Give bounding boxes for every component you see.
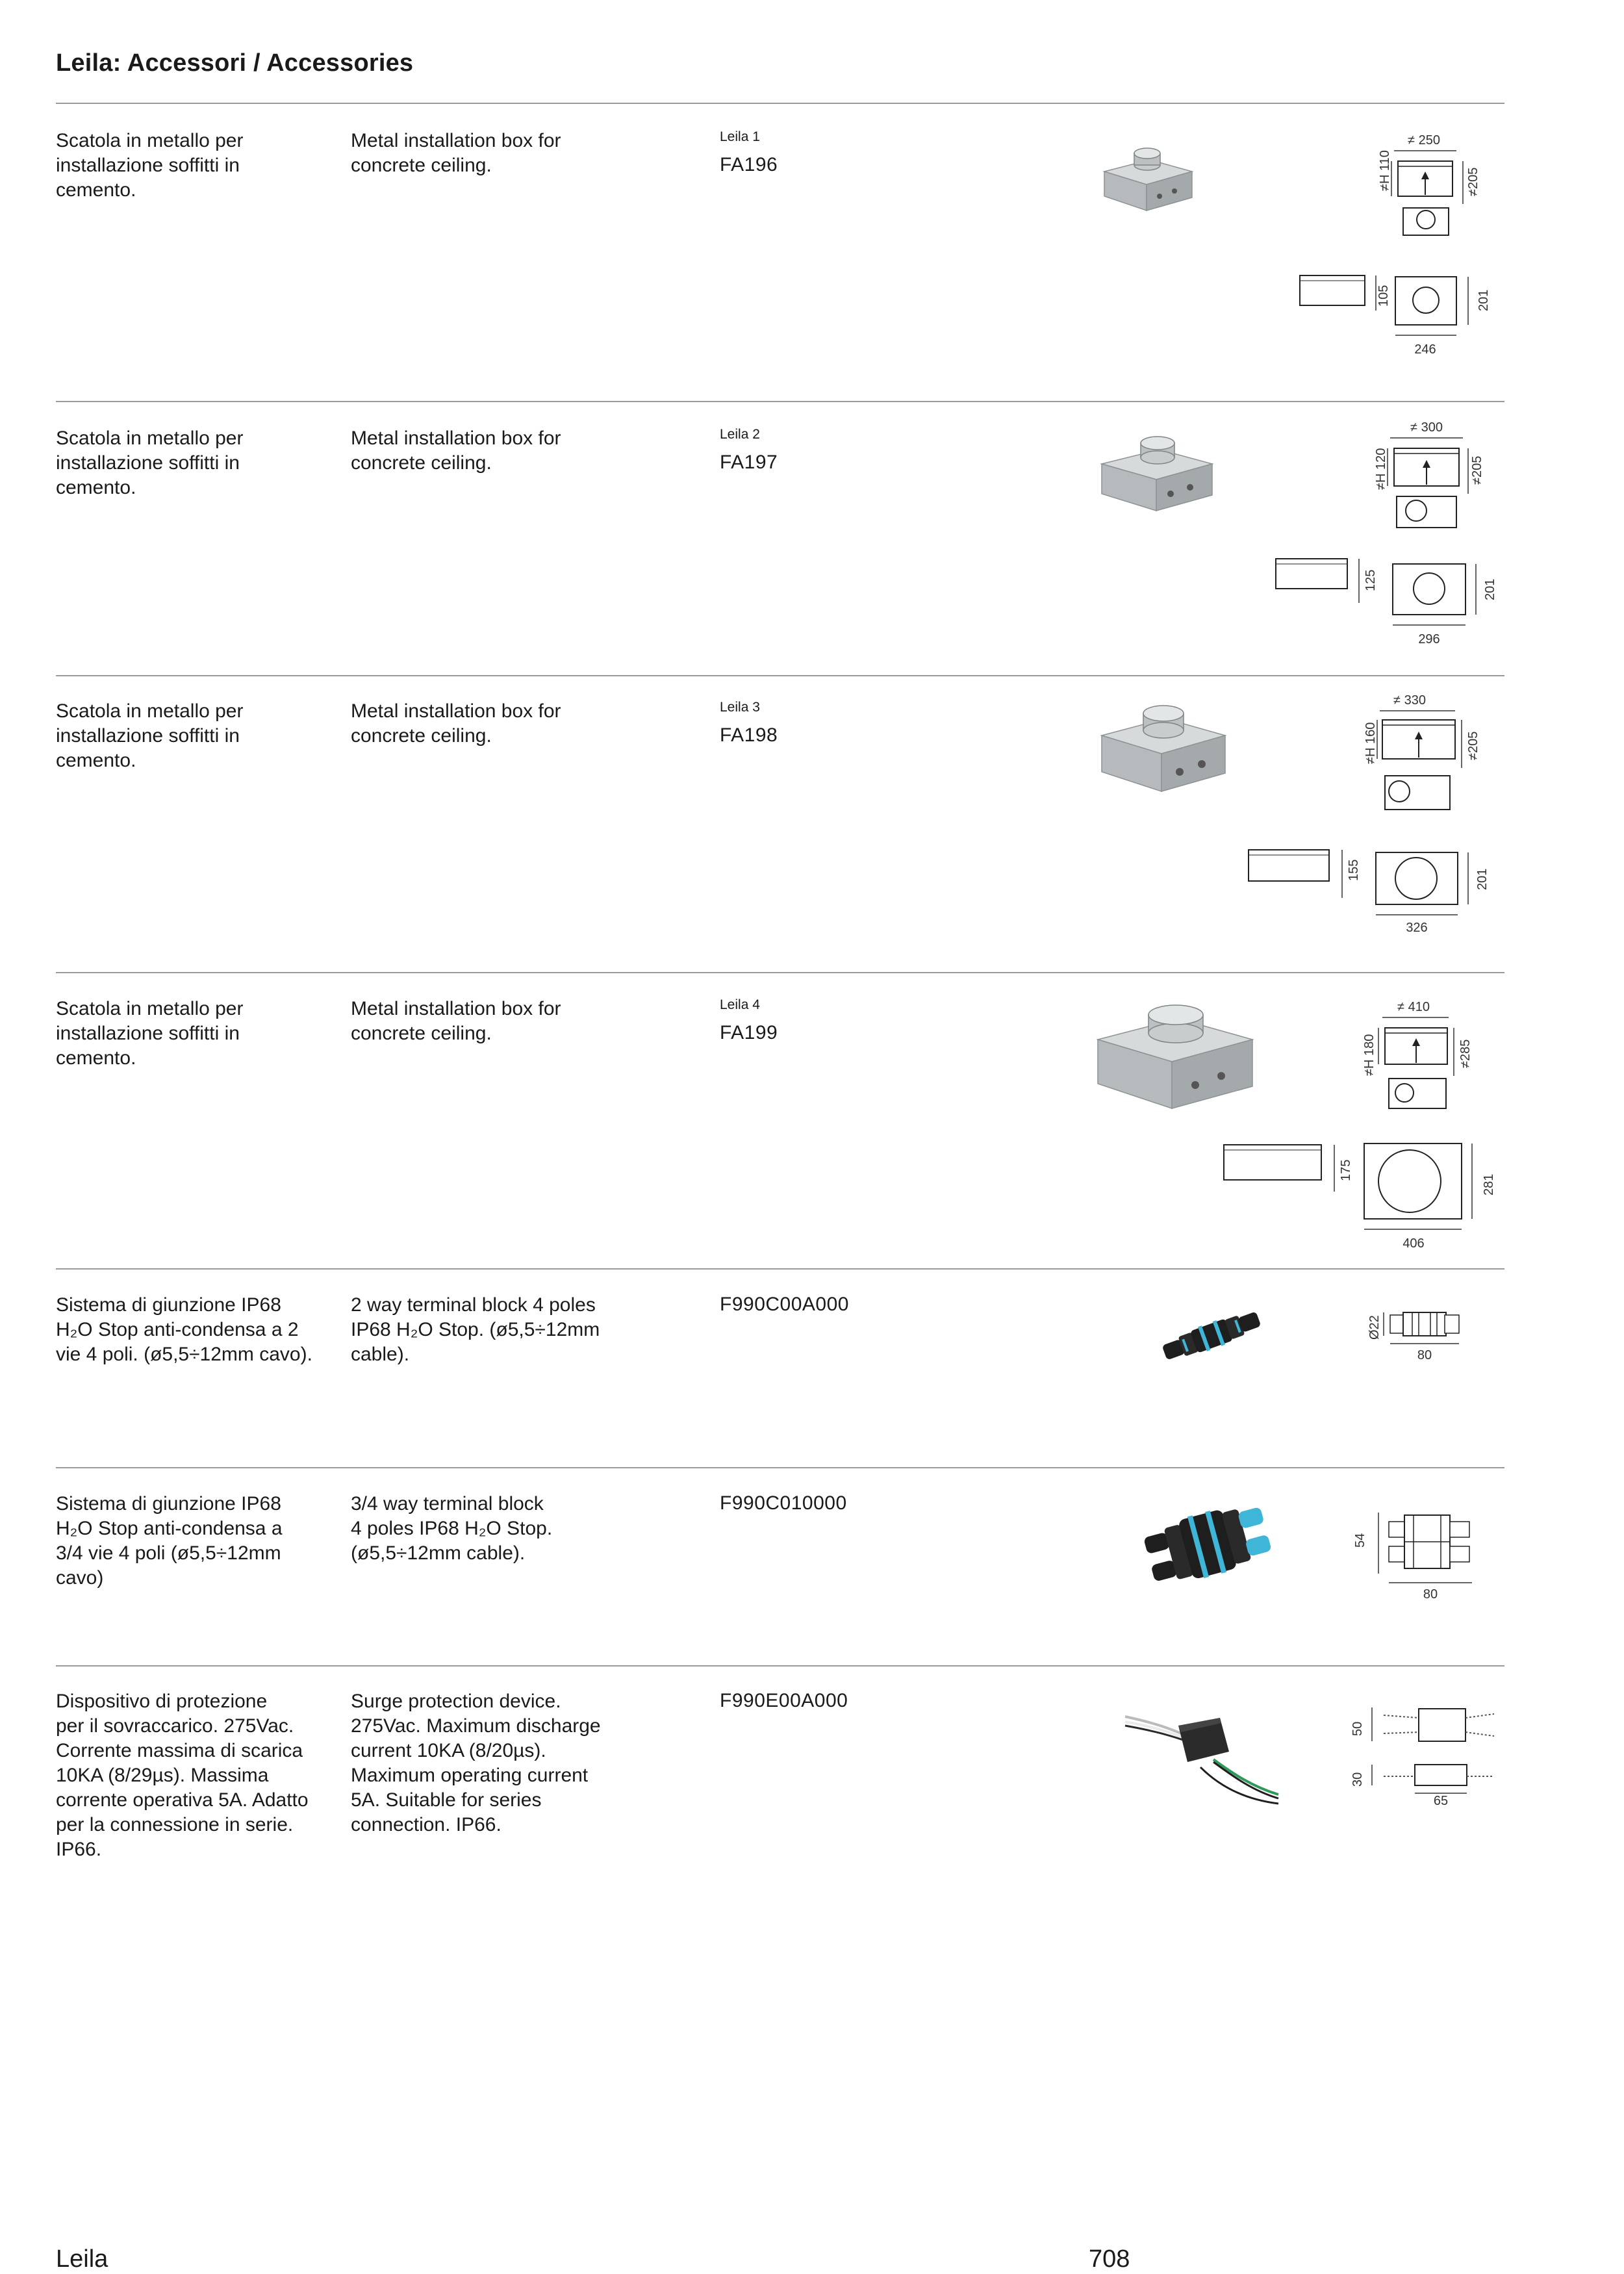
dim-front-height: 105 [1377,285,1391,307]
page-title: Leila: Accessori / Accessories [56,49,414,77]
product-code: F990E00A000 [720,1690,848,1711]
row-divider [56,1268,1504,1270]
description-english: Surge protection device. 275Vac. Maximum discharge current 10KA (8/20µs). Maximum operating current 5A. Suitable for series connection. IP66. [351,1691,601,1835]
dim-height: ≠H 160 [1364,722,1378,764]
product-code: F990C00A000 [720,1294,849,1315]
dim-side: ≠205 [1470,455,1484,485]
description-italian: Sistema di giunzione IP68 H₂O Stop anti-condensa a 2 vie 4 poli. (ø5,5÷12mm cavo). [56,1294,312,1365]
description-english: Metal installation box for concrete ceiling. [351,130,561,176]
dim-height: ≠H 180 [1362,1034,1377,1076]
dim-front-height: 175 [1339,1159,1353,1181]
description-italian: Sistema di giunzione IP68 H₂O Stop anti-condensa a 3/4 vie 4 poli (ø5,5÷12mm cavo) [56,1493,283,1589]
dim-diameter: Ø22 [1367,1315,1382,1340]
model-label: Leila 3 [720,700,760,715]
product-reference [720,1689,848,1713]
dim-width: 65 [1433,1794,1449,1806]
technical-drawing-fa199 [1215,997,1507,1257]
dim-height: 54 [1353,1533,1367,1548]
model-label: Leila 1 [720,129,760,144]
terminal-block-photo [1141,1498,1284,1589]
description-italian: Scatola in metallo per installazione soffitti in cemento. [56,998,244,1069]
surge-protector-photo [1123,1689,1285,1806]
dim-plan-width: 296 [1418,632,1440,646]
dim-plan-height: 201 [1477,289,1491,311]
row-divider [56,675,1504,676]
row-divider [56,1665,1504,1667]
dim-top-width: ≠ 300 [1410,420,1443,435]
header-rule [56,103,1504,104]
dim-plan-width: 326 [1406,921,1428,935]
dim-top-width: ≠ 250 [1408,133,1440,147]
technical-drawing-f990e00a000 [1332,1696,1501,1806]
product-reference [720,1293,849,1316]
dim-length: 80 [1417,1348,1432,1362]
dim-height: ≠H 120 [1374,448,1388,490]
product-reference [720,129,778,177]
product-code: FA198 [720,724,778,746]
dim-plan-height: 201 [1475,868,1490,890]
product-reference [720,699,778,747]
technical-drawing-fa196 [1286,133,1507,366]
technical-drawing-f990c010000 [1345,1502,1494,1606]
description-italian: Dispositivo di protezione per il sovraccarico. 275Vac. Corrente massima di scarica 10KA (8/29µs). Massima corrente operativa 5A. Adatto per la connessione in serie. IP66. [56,1691,309,1860]
terminal-block-photo [1156,1303,1267,1368]
technical-drawing-f990c00a000 [1364,1301,1494,1366]
dim-length: 80 [1423,1587,1438,1602]
product-reference [720,426,778,474]
dim-side-height: 30 [1351,1772,1365,1787]
product-reference [720,1492,847,1515]
model-label: Leila 2 [720,427,760,442]
installation-box-photo [1098,146,1195,217]
page-number: 708 [1089,2245,1130,2273]
row-divider [56,401,1504,402]
dim-side: ≠205 [1466,731,1480,760]
description-italian: Scatola in metallo per installazione soffitti in cemento. [56,700,244,771]
dim-plan-width: 406 [1402,1236,1425,1251]
installation-box-photo [1098,431,1215,516]
product-code: FA197 [720,452,778,473]
product-reference [720,997,778,1045]
product-code: FA196 [720,154,778,175]
row-divider [56,972,1504,973]
description-english: 3/4 way terminal block 4 poles IP68 H₂O Stop. (ø5,5÷12mm cable). [351,1493,553,1564]
description-english: Metal installation box for concrete ceiling. [351,998,561,1044]
installation-box-photo [1098,699,1228,797]
description-italian: Scatola in metallo per installazione soffitti in cemento. [56,130,244,201]
technical-drawing-fa197 [1273,417,1507,658]
dim-front-height: 125 [1364,569,1378,591]
dim-height: ≠H 110 [1378,150,1392,191]
dim-plan-height: 281 [1482,1173,1496,1195]
model-label: Leila 4 [720,997,760,1012]
dim-plan-height: 201 [1483,578,1497,600]
dim-top-width: ≠ 330 [1393,693,1426,708]
description-italian: Scatola in metallo per installazione soffitti in cemento. [56,428,244,498]
description-english: 2 way terminal block 4 poles IP68 H₂O Stop. (ø5,5÷12mm cable). [351,1294,600,1365]
dim-top-height: 50 [1351,1721,1365,1736]
description-english: Metal installation box for concrete ceiling. [351,700,561,747]
product-code: FA199 [720,1022,778,1043]
row-divider [56,1467,1504,1468]
dim-side: ≠205 [1466,167,1480,196]
dim-side: ≠285 [1458,1039,1473,1068]
description-english: Metal installation box for concrete ceiling. [351,428,561,474]
product-code: F990C010000 [720,1492,847,1514]
footer-label: Leila [56,2245,108,2273]
dim-top-width: ≠ 410 [1397,1000,1430,1014]
dim-front-height: 155 [1347,859,1361,881]
technical-drawing-fa198 [1241,691,1501,938]
dim-plan-width: 246 [1414,342,1436,357]
